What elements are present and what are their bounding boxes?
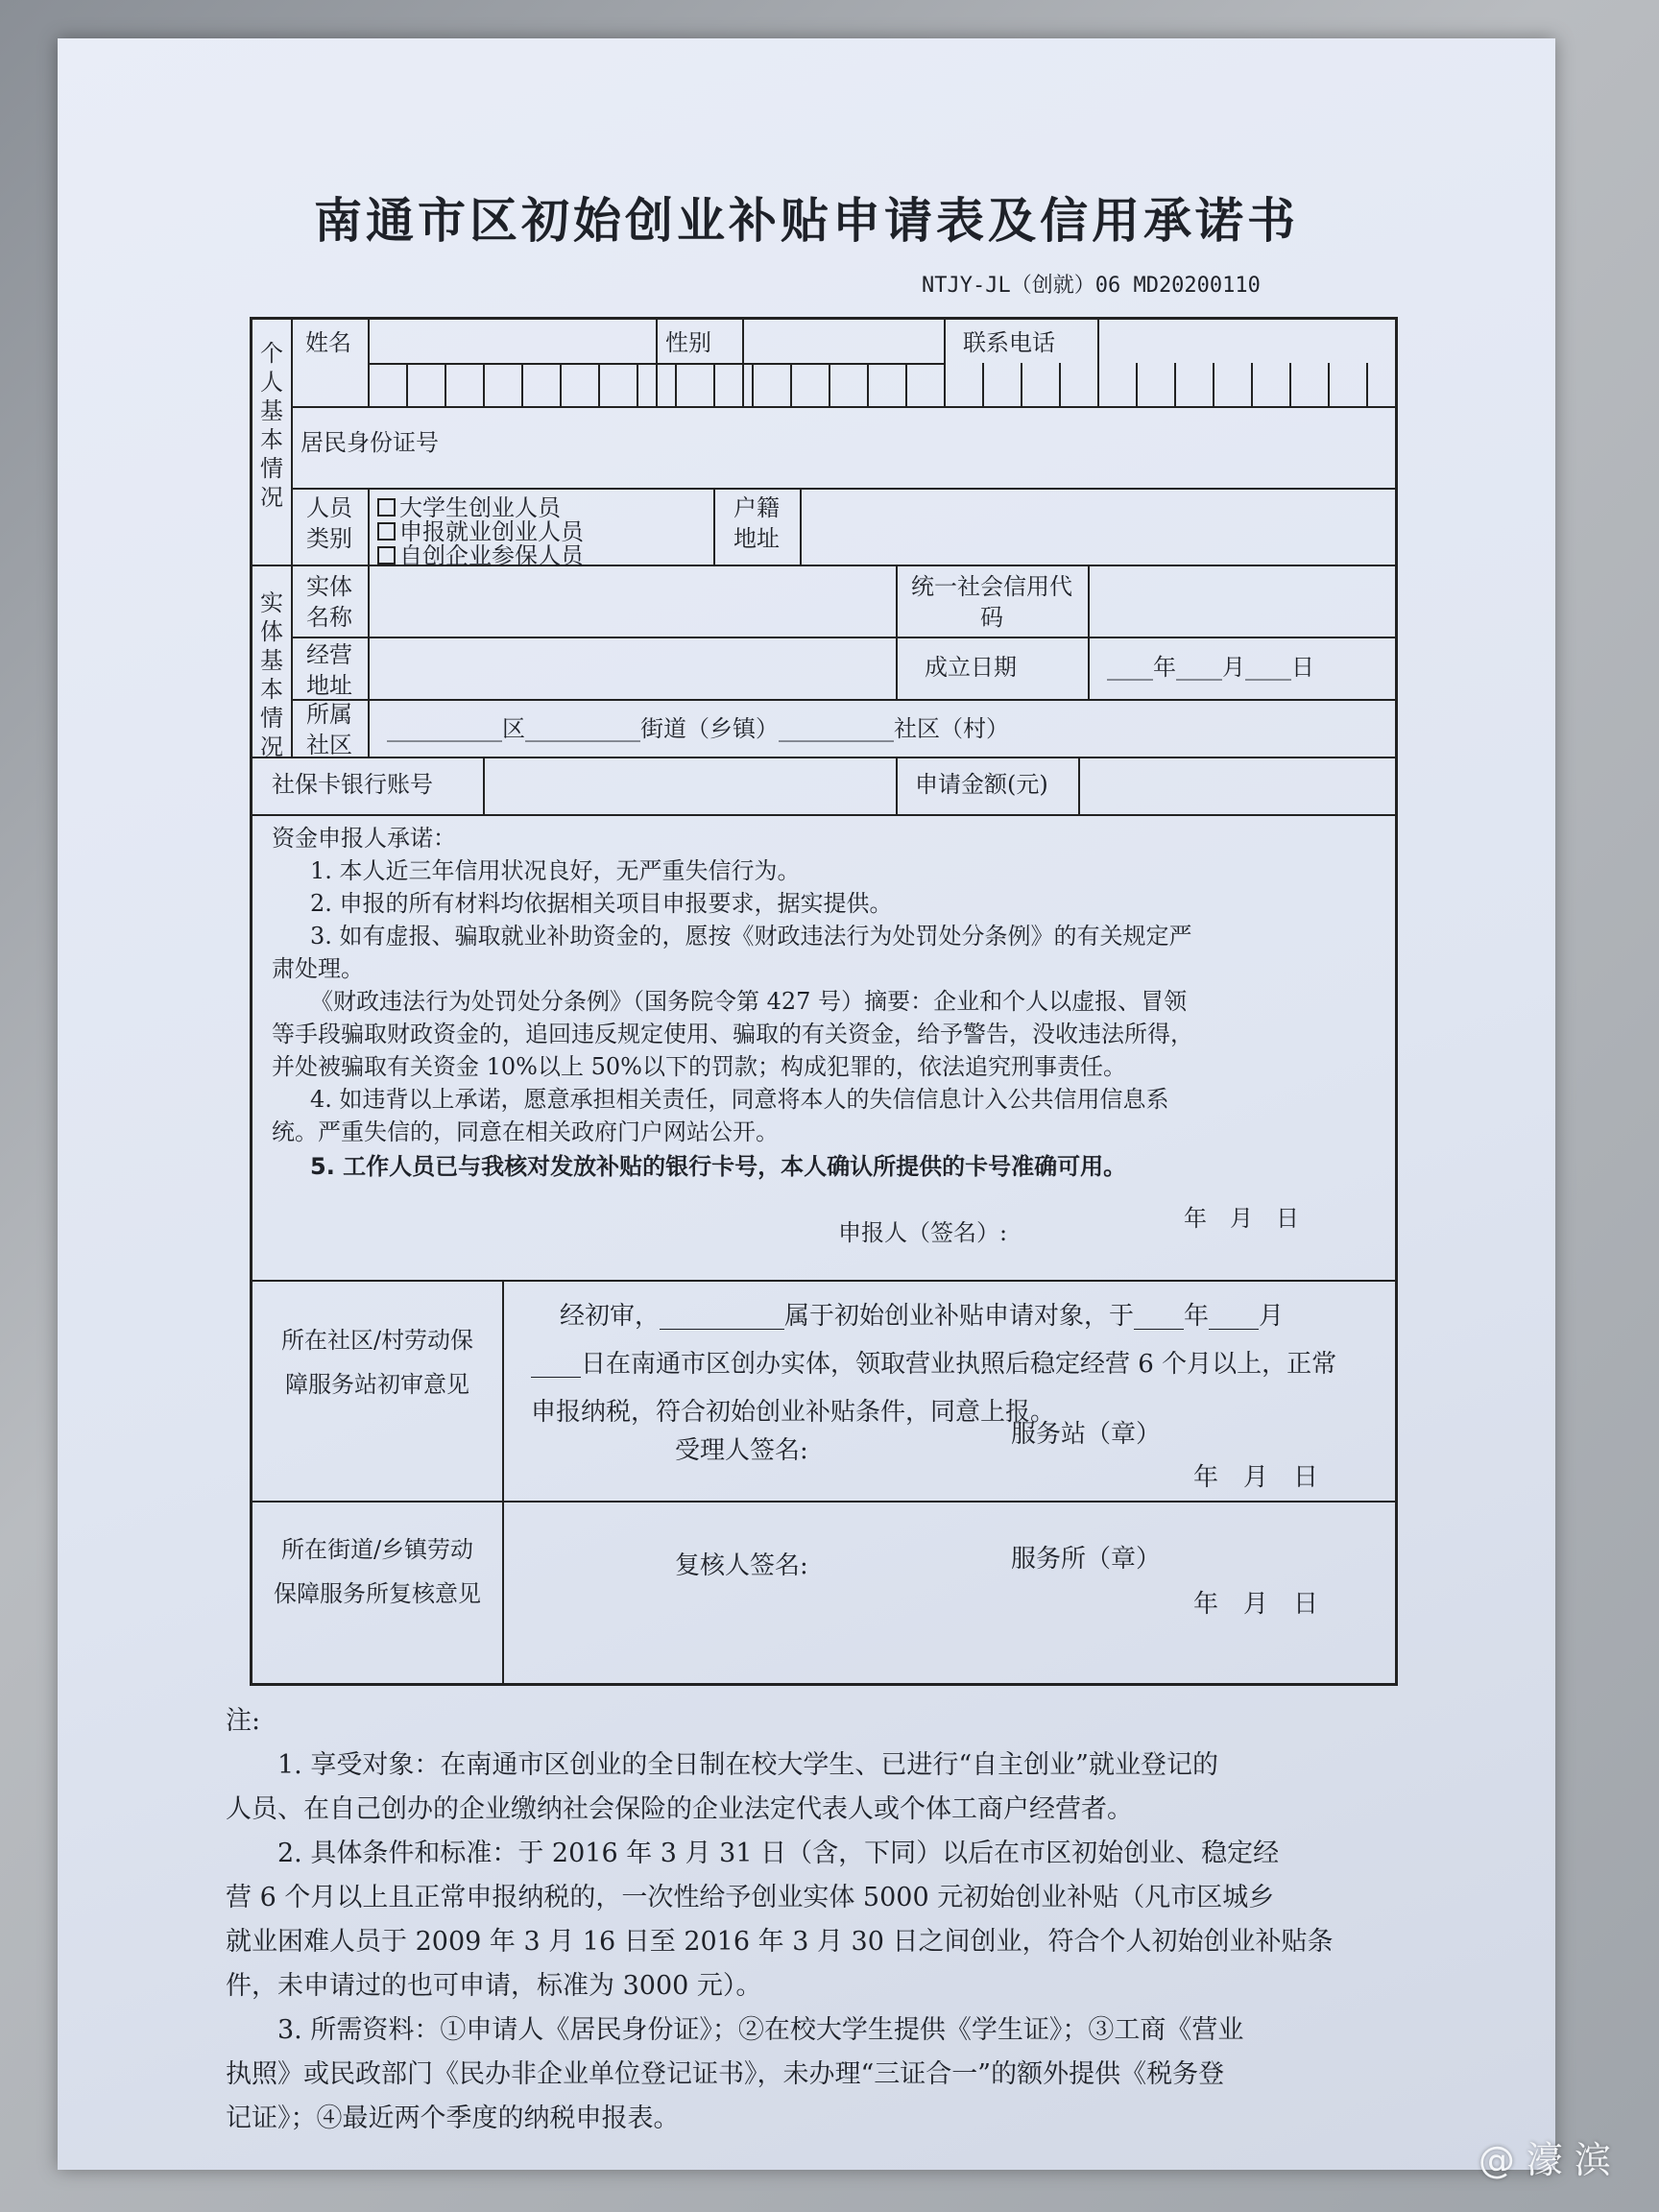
review2-stamp-label: 服务所（章） — [1011, 1545, 1162, 1574]
pledge-line: 3. 如有虚报、骗取就业补助资金的，愿按《财政违法行为处罚处分条例》的有关规定严 — [310, 923, 1192, 950]
review1-text-line: 经初审，__________属于初始创业补贴申请对象，于____年____月 — [560, 1302, 1285, 1331]
pledge-line: 等手段骗取财政资金的，追回违反规定使用、骗取的有关资金，给予警告，没收违法所得， — [272, 1021, 1193, 1047]
founded-label: 成立日期 — [925, 654, 1017, 681]
document-title: 南通市区初始创业补贴申请表及信用承诺书 — [314, 192, 1299, 249]
household-label: 户籍地址 — [733, 494, 780, 552]
note-line: 件，未申请过的也可申请，标准为 3000 元）。 — [226, 1971, 762, 2001]
id-number-label: 居民身份证号 — [301, 429, 439, 456]
note-line: 1. 享受对象：在南通市区创业的全日制在校大学生、已进行“自主创业”就业登记的 — [226, 1750, 1218, 1780]
review2-label: 所在街道/乡镇劳动保障服务所复核意见 — [274, 1536, 481, 1607]
paper-sheet — [58, 38, 1555, 2170]
review2-date: 年 月 日 — [1193, 1590, 1319, 1619]
personal-section-label: 个人基本情况 — [260, 340, 283, 511]
note-line: 2. 具体条件和标准：于 2016 年 3 月 31 日（含，下同）以后在市区初始创业、稳定经 — [226, 1839, 1280, 1868]
review1-label: 所在社区/村劳动保障服务站初审意见 — [280, 1327, 474, 1398]
note-line: 人员、在自己创办的企业缴纳社会保险的企业法定代表人或个体工商户经营者。 — [226, 1794, 1133, 1824]
application-table — [250, 317, 1398, 1686]
name-label: 姓名 — [305, 329, 351, 356]
note-line: 执照》或民政部门《民办非企业单位登记证书》，未办理“三证合一”的额外提供《税务登 — [226, 2059, 1225, 2089]
entity-section-label: 实体基本情况 — [260, 589, 283, 760]
community-label: 所属社区 — [306, 701, 352, 758]
category-option-insured[interactable]: 自创企业参保人员 — [377, 541, 584, 571]
pledge-line: 肃处理。 — [272, 955, 364, 982]
pledge-heading: 资金申报人承诺： — [272, 825, 456, 852]
checkbox-icon — [377, 522, 396, 541]
pledge-line: 4. 如违背以上承诺，愿意承担相关责任，同意将本人的失信信息计入公共信用信息系 — [310, 1086, 1169, 1113]
applicant-signature-label: 申报人（签名）: — [838, 1219, 1008, 1246]
checkbox-icon — [377, 546, 396, 565]
review1-text-line: ____日在南通市区创办实体，领取营业执照后稳定经营 6 个月以上，正常 — [531, 1350, 1337, 1379]
credit-code-label: 统一社会信用代码 — [911, 573, 1072, 631]
pledge-line: 1. 本人近三年信用状况良好，无严重失信行为。 — [310, 857, 801, 884]
form-code: NTJY-JL（创就）06 MD20200110 — [922, 274, 1261, 298]
entity-name-label: 实体名称 — [306, 573, 352, 631]
category-option-employment[interactable]: 申报就业创业人员 — [377, 517, 584, 547]
watermark: @ 濠 滨 — [1478, 2139, 1611, 2181]
founded-date-field[interactable]: ____年____月____日 — [1107, 654, 1314, 681]
review2-signer-label: 复核人签名: — [675, 1551, 808, 1580]
pledge-line: 并处被骗取有关资金 10%以上 50%以下的罚款；构成犯罪的，依法追究刑事责任。 — [272, 1053, 1126, 1080]
bank-account-label: 社保卡银行账号 — [272, 771, 433, 798]
note-line: 营 6 个月以上且正常申报纳税的，一次性给予创业实体 5000 元初始创业补贴（凡市区城乡 — [226, 1883, 1275, 1912]
pledge-bold-line: 5. 工作人员已与我核对发放补贴的银行卡号，本人确认所提供的卡号准确可用。 — [310, 1153, 1127, 1180]
category-label: 人员类别 — [306, 494, 352, 552]
checkbox-icon — [377, 498, 396, 517]
review1-date: 年 月 日 — [1193, 1463, 1319, 1492]
notes-heading: 注: — [226, 1706, 261, 1736]
entity-address-label: 经营地址 — [306, 641, 352, 699]
amount-label: 申请金额(元) — [915, 771, 1048, 798]
gender-label: 性别 — [665, 329, 711, 356]
pledge-line: 2. 申报的所有材料均依据相关项目申报要求，据实提供。 — [310, 890, 893, 917]
pledge-line: 统。严重失信的，同意在相关政府门户网站公开。 — [272, 1118, 779, 1145]
phone-label: 联系电话 — [963, 329, 1055, 356]
category-option-student[interactable]: 大学生创业人员 — [377, 493, 561, 523]
notes-section — [226, 1699, 1333, 2141]
review1-stamp-label: 服务站（章） — [1011, 1420, 1162, 1449]
review1-text-line: 申报纳税，符合初始创业补贴条件，同意上报。 — [531, 1398, 1056, 1427]
pledge-date: 年 月 日 — [1184, 1205, 1299, 1232]
note-line: 记证》；④最近两个季度的纳税申报表。 — [226, 2104, 680, 2133]
community-fill-line[interactable]: __________区__________街道（乡镇）__________社区（村） — [387, 715, 1009, 742]
note-line: 3. 所需资料：①申请人《居民身份证》；②在校大学生提供《学生证》；③工商《营业 — [226, 2015, 1244, 2045]
note-line: 就业困难人员于 2009 年 3 月 16 日至 2016 年 3 月 30 日之间创业，符合个人初始创业补贴条 — [226, 1927, 1334, 1957]
pledge-line: 《财政违法行为处罚处分条例》（国务院令第 427 号）摘要：企业和个人以虚报、冒领 — [310, 988, 1188, 1015]
review1-signer-label: 受理人签名: — [675, 1436, 808, 1465]
